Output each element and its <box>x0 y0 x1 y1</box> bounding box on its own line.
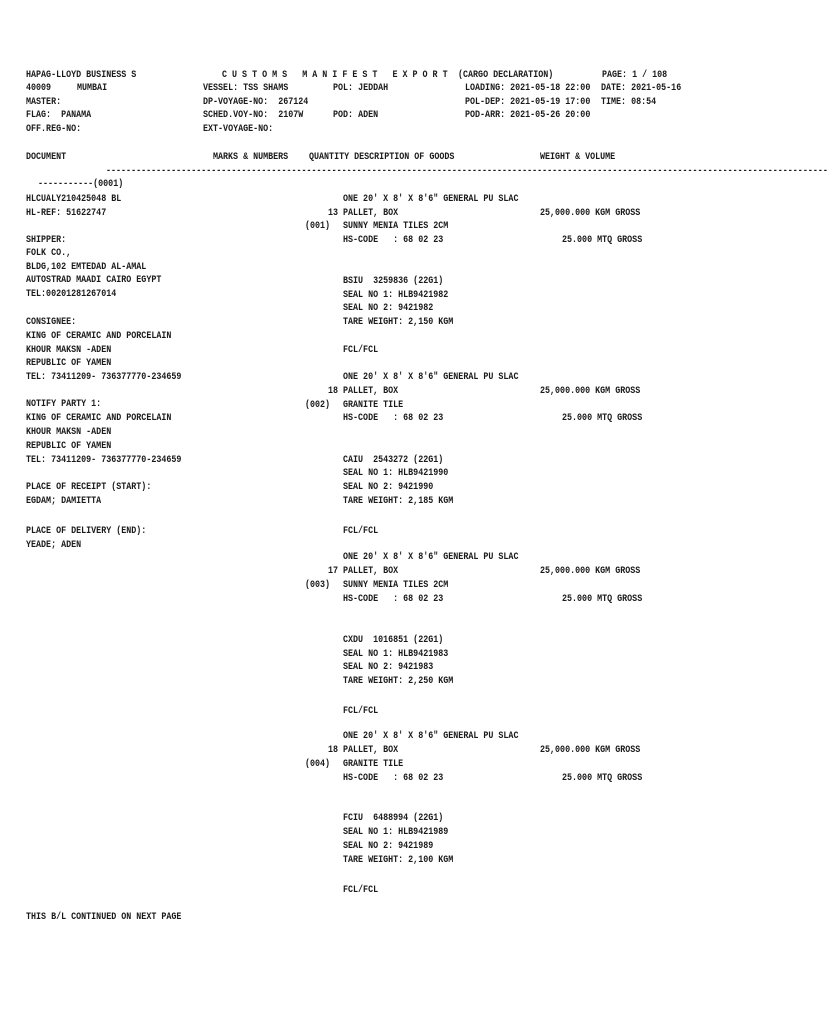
port-of-loading: POL: JEDDAH <box>333 83 389 94</box>
item-goods: GRANITE TILE <box>343 400 404 411</box>
item-seal-1: SEAL NO 1: HLB9421983 <box>343 649 449 660</box>
item-volume: 25.000 MTQ GROSS <box>562 773 643 784</box>
separator-rule <box>26 165 828 190</box>
consignee-line: TEL: 73411209- 736377770-234659 <box>26 372 182 383</box>
item-weight: 25,000.000 KGM GROSS <box>540 208 641 219</box>
document-subtitle: (CARGO DECLARATION) <box>458 70 554 81</box>
item-mode: FCL/FCL <box>343 885 379 896</box>
office-code: 40009 <box>26 83 52 94</box>
item-seq: (003) <box>305 580 331 591</box>
item-weight: 25,000.000 KGM GROSS <box>540 386 641 397</box>
delivery-place: YEADE; ADEN <box>26 540 82 551</box>
item-qty: 13 <box>328 208 339 219</box>
item-seal-2: SEAL NO 2: 9421982 <box>343 303 434 314</box>
print-date: DATE: 2021-05-16 <box>601 83 682 94</box>
office-city: MUMBAI <box>77 83 108 94</box>
off-reg-no: OFF.REG-NO: <box>26 124 82 135</box>
item-container-type: ONE 20' X 8' X 8'6" GENERAL PU SLAC <box>343 731 519 742</box>
item-weight: 25,000.000 KGM GROSS <box>540 745 641 756</box>
item-seal-2: SEAL NO 2: 9421990 <box>343 482 434 493</box>
item-package: PALLET, BOX <box>343 566 399 577</box>
delivery-label: PLACE OF DELIVERY (END): <box>26 526 147 537</box>
item-goods: GRANITE TILE <box>343 759 404 770</box>
item-container-type: ONE 20' X 8' X 8'6" GENERAL PU SLAC <box>343 552 519 563</box>
item-seq: (004) <box>305 759 331 770</box>
item-tare-weight: TARE WEIGHT: 2,100 KGM <box>343 855 454 866</box>
notify-line: REPUBLIC OF YAMEN <box>26 441 112 452</box>
item-tare-weight: TARE WEIGHT: 2,185 KGM <box>343 496 454 507</box>
item-volume: 25.000 MTQ GROSS <box>562 235 643 246</box>
master-label: MASTER: <box>26 97 62 108</box>
notify-label: NOTIFY PARTY 1: <box>26 399 102 410</box>
item-tare-weight: TARE WEIGHT: 2,150 KGM <box>343 317 454 328</box>
continued-note: THIS B/L CONTINUED ON NEXT PAGE <box>26 912 182 923</box>
item-container-no: BSIU 3259836 (22G1) <box>343 276 444 287</box>
item-seq: (002) <box>305 400 331 411</box>
col-marks: MARKS & NUMBERS <box>213 152 289 163</box>
ext-voyage-no: EXT-VOYAGE-NO: <box>203 124 274 135</box>
sched-voy-no: SCHED.VOY-NO: 2107W <box>203 110 304 121</box>
receipt-label: PLACE OF RECEIPT (START): <box>26 482 152 493</box>
flag: FLAG: PANAMA <box>26 110 92 121</box>
item-package: PALLET, BOX <box>343 745 399 756</box>
notify-line: KING OF CERAMIC AND PORCELAIN <box>26 413 172 424</box>
shipper-line: AUTOSTRAD MAADI CAIRO EGYPT <box>26 275 162 286</box>
item-tare-weight: TARE WEIGHT: 2,250 KGM <box>343 676 454 687</box>
consignee-line: KING OF CERAMIC AND PORCELAIN <box>26 331 172 342</box>
company-name: HAPAG-LLOYD BUSINESS S <box>26 70 137 81</box>
shipper-line: BLDG,102 EMTEDAD AL-AMAL <box>26 262 147 273</box>
notify-line: TEL: 73411209- 736377770-234659 <box>26 455 182 466</box>
item-seal-2: SEAL NO 2: 9421983 <box>343 662 434 673</box>
item-mode: FCL/FCL <box>343 706 379 717</box>
item-qty: 18 <box>328 386 339 397</box>
receipt-place: EGDAM; DAMIETTA <box>26 496 102 507</box>
item-qty: 18 <box>328 745 339 756</box>
page-number: PAGE: 1 / 108 <box>602 70 668 81</box>
item-qty: 17 <box>328 566 339 577</box>
loading-date: LOADING: 2021-05-18 22:00 <box>465 83 591 94</box>
item-goods: SUNNY MENIA TILES 2CM <box>343 580 449 591</box>
item-container-no: FCIU 6488994 (22G1) <box>343 813 444 824</box>
item-hs-code: HS-CODE : 68 02 23 <box>343 773 444 784</box>
port-of-discharge: POD: ADEN <box>333 110 379 121</box>
item-container-no: CXDU 1016851 (22G1) <box>343 635 444 646</box>
shipper-label: SHIPPER: <box>26 235 67 246</box>
item-hs-code: HS-CODE : 68 02 23 <box>343 413 444 424</box>
dp-voyage-no: DP-VOYAGE-NO: 267124 <box>203 97 309 108</box>
print-time: TIME: 08:54 <box>601 97 657 108</box>
separator-label: -----------(0001) <box>38 179 124 190</box>
item-volume: 25.000 MTQ GROSS <box>562 594 643 605</box>
item-seal-2: SEAL NO 2: 9421989 <box>343 841 434 852</box>
separator-dashes: ------------------------------------------------------------------------------------------------------------------------------------------------ <box>106 166 828 177</box>
item-hs-code: HS-CODE : 68 02 23 <box>343 235 444 246</box>
consignee-line: KHOUR MAKSN -ADEN <box>26 345 112 356</box>
item-seq: (001) <box>305 221 331 232</box>
shipper-line: TEL:00201281267014 <box>26 289 117 300</box>
col-document: DOCUMENT <box>26 152 67 163</box>
item-weight: 25,000.000 KGM GROSS <box>540 566 641 577</box>
col-quantity: QUANTITY DESCRIPTION OF GOODS <box>309 152 455 163</box>
item-volume: 25.000 MTQ GROSS <box>562 413 643 424</box>
shipper-line: FOLK CO., <box>26 248 72 259</box>
pol-departure: POL-DEP: 2021-05-19 17:00 <box>465 97 591 108</box>
item-mode: FCL/FCL <box>343 526 379 537</box>
notify-line: KHOUR MAKSN -ADEN <box>26 427 112 438</box>
item-container-no: CAIU 2543272 (22G1) <box>343 455 444 466</box>
item-container-type: ONE 20' X 8' X 8'6" GENERAL PU SLAC <box>343 194 519 205</box>
item-goods: SUNNY MENIA TILES 2CM <box>343 221 449 232</box>
hl-ref: HL-REF: 51622747 <box>26 208 107 219</box>
document-title: C U S T O M S M A N I F E S T E X P O R T <box>222 70 448 81</box>
consignee-line: REPUBLIC OF YAMEN <box>26 358 112 369</box>
vessel: VESSEL: TSS SHAMS <box>203 83 289 94</box>
item-package: PALLET, BOX <box>343 386 399 397</box>
item-container-type: ONE 20' X 8' X 8'6" GENERAL PU SLAC <box>343 372 519 383</box>
item-package: PALLET, BOX <box>343 208 399 219</box>
item-seal-1: SEAL NO 1: HLB9421982 <box>343 290 449 301</box>
item-mode: FCL/FCL <box>343 345 379 356</box>
pod-arrival: POD-ARR: 2021-05-26 20:00 <box>465 110 591 121</box>
item-hs-code: HS-CODE : 68 02 23 <box>343 594 444 605</box>
item-seal-1: SEAL NO 1: HLB9421989 <box>343 827 449 838</box>
consignee-label: CONSIGNEE: <box>26 317 77 328</box>
col-weight: WEIGHT & VOLUME <box>540 152 616 163</box>
bl-number: HLCUALY210425048 BL <box>26 194 122 205</box>
item-seal-1: SEAL NO 1: HLB9421990 <box>343 468 449 479</box>
